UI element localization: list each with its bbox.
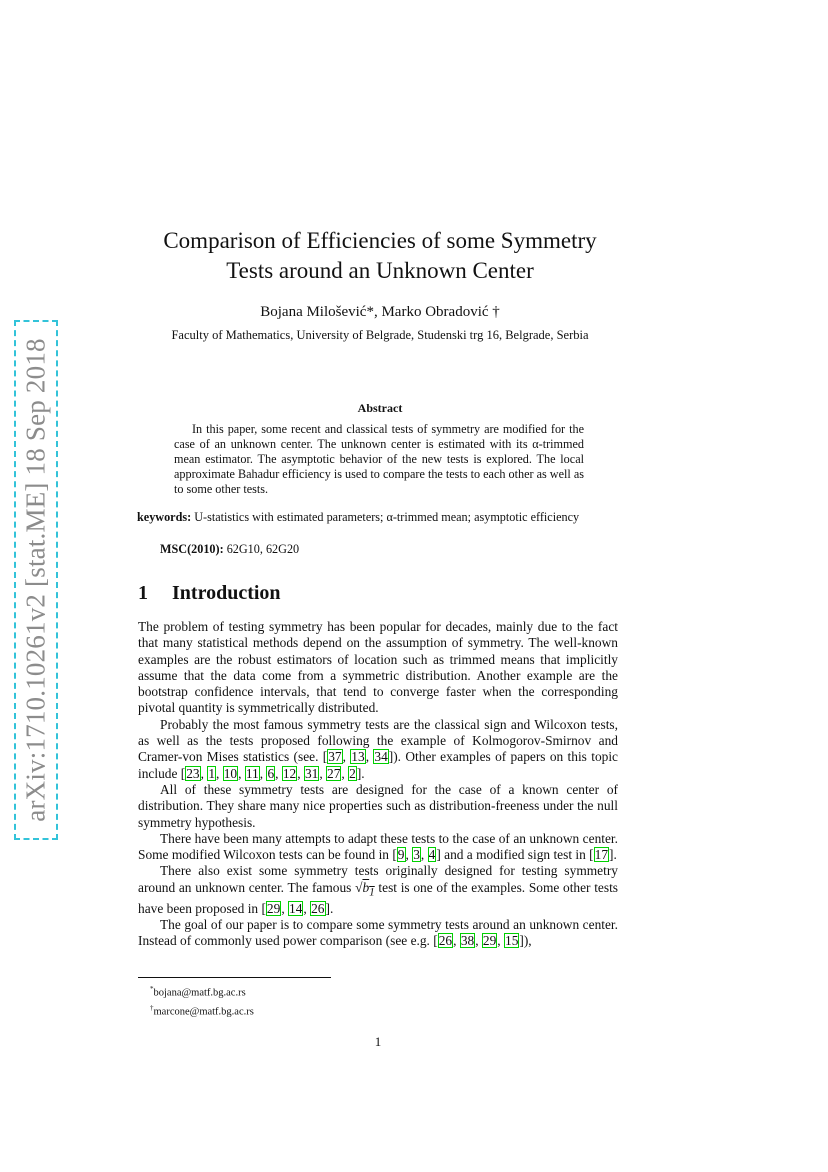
- footnote-divider: [138, 977, 331, 978]
- keywords-text: U-statistics with estimated parameters; α-trimmed mean; asymptotic efficiency: [194, 510, 580, 524]
- authors: Bojana Milošević*, Marko Obradović †: [260, 304, 500, 320]
- paragraph-2: Probably the most famous symmetry tests are the classical sign and Wilcoxon tests, as well as the tests proposed following the example of Kolmogorov-Smirnov and Cramer-von Mises statistics (see. [37, 13, 34]). Other examples of papers on this topic include [23, 1, 10, 11, 6, 12, 31, 27, 2].: [138, 716, 618, 781]
- abstract-heading: Abstract: [357, 401, 403, 415]
- citation-link[interactable]: 17: [594, 847, 609, 863]
- keywords: [137, 510, 622, 525]
- citation-link[interactable]: 37: [328, 749, 342, 765]
- citation-link[interactable]: 6: [267, 765, 275, 781]
- citation-link[interactable]: 15: [505, 933, 519, 949]
- introduction-body: [138, 619, 618, 950]
- citation-link[interactable]: 29: [482, 933, 497, 949]
- citation-link[interactable]: 10: [223, 765, 238, 781]
- paragraph-6: The goal of our paper is to compare some symmetry tests around an unknown center. Instead of commonly used power comparison (see e.g. [26, 38, 29, 15]),: [138, 917, 618, 949]
- citation-link[interactable]: 23: [186, 765, 200, 781]
- arxiv-id: arXiv:1710.10261v2 [stat.ME] 18 Sep 2018: [20, 338, 51, 822]
- msc-label: MSC(2010):: [160, 542, 224, 556]
- title-line-1: Comparison of Efficiencies of some Symmetry: [163, 228, 597, 253]
- citation-link[interactable]: 26: [438, 933, 453, 949]
- email-marcone: marcone@matf.bg.ac.rs: [153, 1006, 254, 1017]
- citation-link[interactable]: 13: [351, 749, 365, 765]
- footnotes: [150, 982, 254, 1019]
- abstract-body: [174, 422, 584, 497]
- section-title: Introduction: [172, 582, 281, 604]
- affiliation: Faculty of Mathematics, University of Belgrade, Studenski trg 16, Belgrade, Serbia: [171, 328, 589, 342]
- paragraph-3: All of these symmetry tests are designed for the case of a known center of distribution. They share many nice properties such as distribution-freeness under the null symmetry hypothesis.: [138, 781, 618, 830]
- citation-link[interactable]: 27: [327, 765, 341, 781]
- citation-link[interactable]: 2: [349, 765, 356, 781]
- paragraph-4: There have been many attempts to adapt these tests to the case of an unknown center. Some modified Wilcoxon tests can be found in [9, 3, 4] and a modified sign test in [17].: [138, 830, 618, 863]
- citation-link[interactable]: 34: [374, 749, 388, 765]
- citation-link[interactable]: 1: [208, 765, 216, 781]
- email-bojana: bojana@matf.bg.ac.rs: [153, 987, 246, 999]
- citation-link[interactable]: 29: [266, 900, 281, 916]
- citation-link[interactable]: 4: [428, 847, 436, 863]
- citation-link[interactable]: 14: [289, 900, 303, 916]
- citation-link[interactable]: 26: [311, 900, 325, 916]
- arxiv-stamp: [14, 320, 58, 840]
- paper-title: [120, 226, 640, 286]
- citation-link[interactable]: 31: [304, 765, 319, 781]
- footnote-1: *bojana@matf.bg.ac.rs: [150, 985, 246, 999]
- msc-classification: [160, 542, 299, 557]
- section-heading: [138, 582, 281, 605]
- title-line-2: Tests around an Unknown Center: [226, 258, 534, 283]
- sqrt-b1-formula: $√b_1$: [355, 879, 375, 899]
- citation-link[interactable]: 9: [397, 847, 405, 863]
- section-number: 1: [138, 582, 148, 604]
- citation-link[interactable]: 12: [282, 765, 297, 781]
- paragraph-5: There also exist some symmetry tests originally designed for testing symmetry around an unknown center. The famous $√b_1$ test is one of the examples. Some other tests have been proposed in [29, 14, 26].: [138, 863, 619, 916]
- citation-link[interactable]: 11: [245, 765, 259, 781]
- abstract-text: In this paper, some recent and classical tests of symmetry are modified for the case of an unknown center. The unknown center is estimated with its α-trimmed mean estimator. The asymptotic behavior of the new tests is explored. The local approximate Bahadur efficiency is used to compare the tests to each other as well as to some other tests.: [174, 422, 584, 496]
- keywords-label: keywords:: [137, 510, 192, 524]
- msc-text: 62G10, 62G20: [226, 542, 300, 556]
- paragraph-1: The problem of testing symmetry has been popular for decades, mainly due to the fact that many statistical methods depend on the assumption of symmetry. The well-known examples are the robust estimators of location such as trimmed means that implicitly assume that the data come from a symmetric distribution. Another example are the bootstrap confidence intervals, that tend to converge faster when the corresponding pivotal quantity is symmetrically distributed.: [138, 619, 618, 716]
- footnote-2: †marcone@matf.bg.ac.rs: [150, 1003, 254, 1017]
- page-number: 1: [374, 1034, 382, 1049]
- citation-link[interactable]: 3: [413, 847, 420, 863]
- citation-link[interactable]: 38: [460, 933, 475, 949]
